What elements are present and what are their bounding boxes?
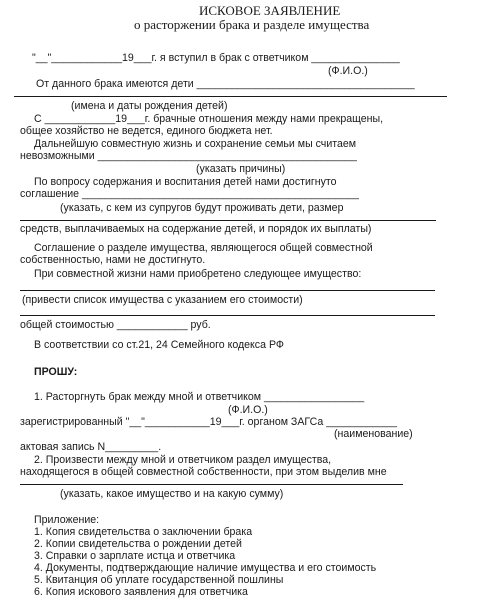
attachments-heading: Приложение: <box>34 514 100 526</box>
fio-hint-2: (Ф.И.О.) <box>228 404 268 416</box>
request-1-line-2: зарегистрированный "__"___________19___г. органом ЗАГСа ____________ <box>20 416 397 428</box>
request-heading: ПРОШУ: <box>34 366 78 378</box>
property-line-2: собственностью, нами не достигнуто. <box>20 254 206 266</box>
attachment-item: 3. Справки о зарплате истца и ответчика <box>34 550 236 562</box>
property-hint: (привести список имущества с указанием его стоимости) <box>22 294 303 306</box>
fio-hint-1: (Ф.И.О.) <box>328 65 368 77</box>
marriage-date-line: "__"____________19___г. я вступил в брак с ответчиком _______________ <box>32 52 400 64</box>
attachment-item: 2. Копии свидетельства о рождении детей <box>34 538 242 550</box>
agree-hint-2: средств, выплачиваемых на содержание детей, и порядок их выплаты) <box>20 223 372 235</box>
relations-line-2: общее хозяйство не ведется, единого бюджета нет. <box>20 125 273 137</box>
blank-line <box>20 290 435 291</box>
name-hint: (наименование) <box>334 428 413 440</box>
relations-line-1: С ____________19___г. брачные отношения между нами прекращены, <box>34 113 384 125</box>
children-line: От данного брака имеются дети _____________________________________ <box>36 78 415 90</box>
blank-line <box>20 315 435 316</box>
request-2-line-2: находящегося в общей совместной собственности, при этом выделив мне <box>20 466 387 478</box>
request-1-line-1: 1. Расторгнуть брак между мной и ответчиком _________________ <box>34 391 365 403</box>
total-value-line: общей стоимостью ____________ руб. <box>20 319 211 331</box>
attachment-item: 6. Копия искового заявления для ответчика <box>34 586 248 598</box>
attachment-item: 5. Квитанция об уплате государственной пошлины <box>34 574 284 586</box>
agree-hint-1: (указать, с кем из супругов будут проживать дети, размер <box>60 202 344 214</box>
law-reference: В соответствии со ст.21, 24 Семейного кодекса РФ <box>34 339 284 351</box>
document-subtitle: о расторжении брака и разделе имущества <box>134 17 370 32</box>
children-agree-line-2: соглашение _______________________________________________ <box>20 188 359 200</box>
property-line-3: При совместной жизни нами приобретено следующее имущество: <box>34 268 362 280</box>
children-agree-line-1: По вопросу содержания и воспитания детей нами достигнуто <box>34 176 337 188</box>
blank-line <box>20 484 403 485</box>
blank-line <box>20 220 436 221</box>
request-1-line-3: актовая запись N_________. <box>20 441 162 453</box>
blank-line <box>14 96 447 97</box>
relations-line-3: Дальнейшую совместную жизнь и сохранение семьи мы считаем <box>34 138 357 150</box>
reason-hint: (указать причины) <box>196 163 286 175</box>
request-2-hint: (указать, какое имущество и на какую сумму) <box>60 488 284 500</box>
attachment-item: 1. Копия свидетельства о заключении брака <box>34 526 253 538</box>
children-hint: (имена и даты рождения детей) <box>71 100 228 112</box>
relations-line-4: невозможными ____________________________________________ <box>20 150 357 162</box>
attachment-item: 4. Документы, подтверждающие наличие имущества и его стоимость <box>34 562 377 574</box>
document-title: ИСКОВОЕ ЗАЯВЛЕНИЕ <box>199 3 341 18</box>
request-2-line-1: 2. Произвести между мной и ответчиком раздел имущества, <box>34 454 332 466</box>
property-line-1: Соглашение о разделе имущества, являющегося общей совместной <box>34 242 373 254</box>
